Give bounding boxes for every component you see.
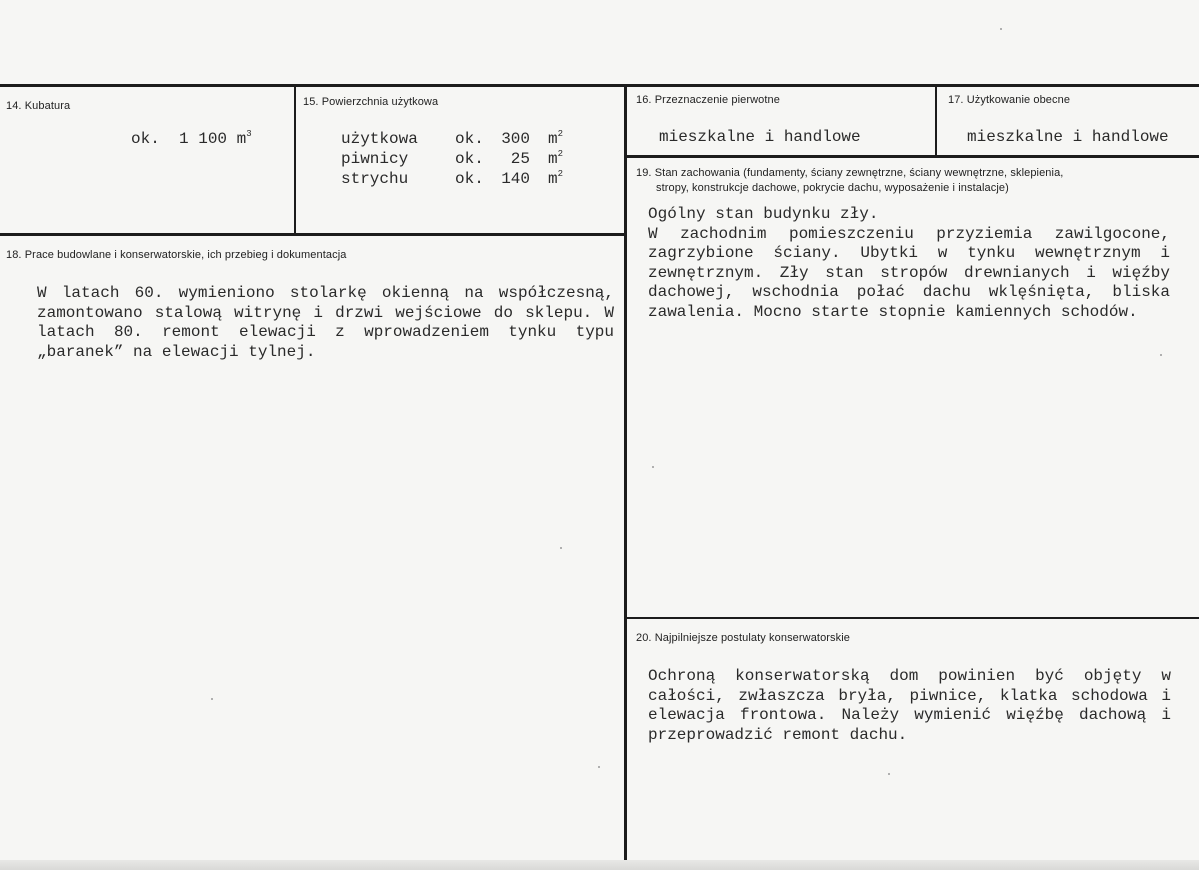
field-19-text: W zachodnim pomieszczeniu przyziemia zawilgocone, zagrzybione ściany. Ubytki w tynku wewnętrznym i zewnętrznym. Zły stan stropów drewnianych i więźby dachowej, wschodnia połać dachu wklęśnięta, bliska zawalenia. Mocno starte stopnie kamiennych schodów. [648, 224, 1170, 321]
field-15-row-approx: ok. [455, 150, 484, 168]
field-18-text: W latach 60. wymieniono stolarkę okienną na współczesną, zamontowano stalową witrynę i drzwi wejściowe do sklepu. W latach 80. remont elewacji z wprowadzeniem tynku typu „baranek” na elewacji tylnej. [37, 284, 614, 361]
field-15-row-unit-sup: 2 [557, 149, 564, 159]
divider-14-15 [294, 85, 296, 235]
divider-16-17 [935, 85, 937, 157]
field-15-row-approx: ok. [455, 130, 484, 148]
field-15-row-unit [548, 150, 563, 168]
field-14-label: 14. Kubatura [6, 100, 71, 112]
field-15-row-value: 25 [510, 150, 530, 168]
field-15-row-name: strychu [341, 170, 409, 188]
field-15-row-unit-m: m [548, 130, 558, 148]
paper-speck [211, 698, 213, 700]
paper-speck [1000, 28, 1002, 30]
field-15-row-value: 140 [501, 170, 530, 188]
field-16-value: mieszkalne i handlowe [659, 128, 861, 146]
field-16-label: 16. Przeznaczenie pierwotne [636, 94, 780, 106]
field-15-row-unit-m: m [548, 170, 558, 188]
field-15-row-unit-sup: 2 [557, 129, 564, 139]
paper-speck [652, 466, 654, 468]
paper-speck [598, 766, 600, 768]
field-19-label-line1: 19. Stan zachowania (fundamenty, ściany zewnętrzne, ściany wewnętrzne, sklepienia, [636, 167, 1064, 179]
field-20-label: 20. Najpilniejsze postulaty konserwatorskie [636, 632, 851, 644]
divider-center [624, 85, 627, 870]
top-border [0, 84, 1199, 87]
field-15-row-name: użytkowa [341, 130, 418, 148]
field-14-value [131, 130, 252, 148]
field-15-row-unit [548, 130, 563, 148]
field-14-value-sup: 3 [246, 129, 252, 139]
paper-speck [560, 547, 562, 549]
field-17-value: mieszkalne i handlowe [967, 128, 1169, 146]
field-18-label: 18. Prace budowlane i konserwatorskie, ich przebieg i dokumentacja [6, 249, 347, 261]
field-19-label-line2: stropy, konstrukcje dachowe, pokrycie dachu, wyposażenie i instalacje) [656, 182, 1009, 194]
paper-speck [1160, 354, 1162, 356]
field-17-label: 17. Użytkowanie obecne [948, 94, 1071, 106]
field-15-row-unit-m: m [548, 150, 558, 168]
field-20-text: Ochroną konserwatorską dom powinien być objęty w całości, zwłaszcza bryła, piwnice, klatka schodowa i elewacja frontowa. Należy wymienić więźbę dachową i przeprowadzić remont dachu. [648, 667, 1171, 744]
field-15-row-unit [548, 170, 563, 188]
field-19-line1: Ogólny stan budynku zły. [648, 205, 879, 223]
field-15-row-approx: ok. [455, 170, 484, 188]
divider-left-18 [0, 233, 626, 236]
field-15-row-name: piwnicy [341, 150, 409, 168]
field-15-row-unit-sup: 2 [557, 169, 564, 179]
paper-speck [888, 773, 890, 775]
field-14-value-text: ok. 1 100 m [131, 130, 247, 148]
scan-edge-shadow [0, 860, 1199, 870]
field-15-row-value: 300 [501, 130, 530, 148]
field-15-label: 15. Powierzchnia użytkowa [303, 96, 439, 108]
divider-right-19 [626, 155, 1199, 158]
divider-right-20 [626, 617, 1199, 619]
